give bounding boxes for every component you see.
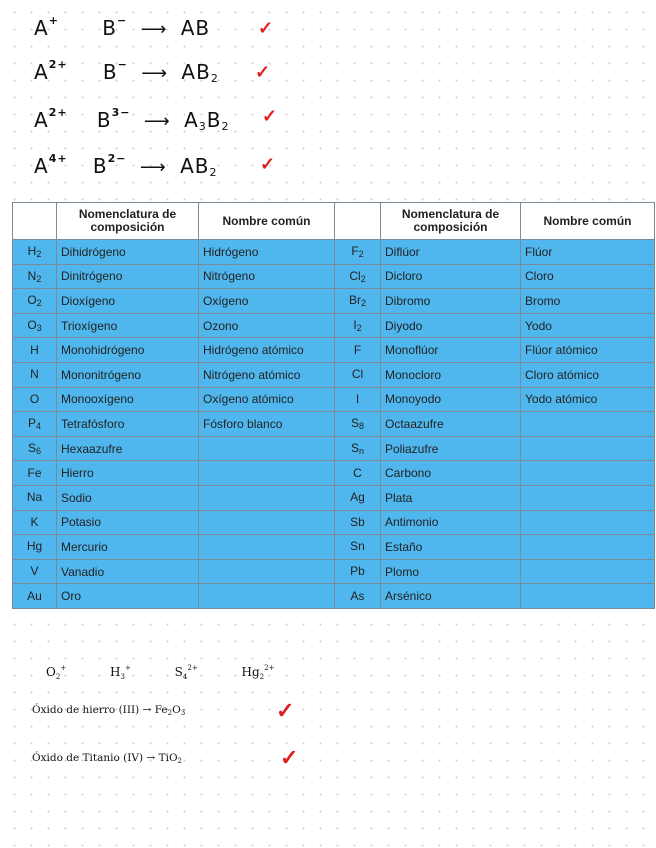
composition-name-cell: Diflúor xyxy=(381,240,521,265)
table-row xyxy=(13,264,655,289)
table-row xyxy=(13,461,655,486)
table-row xyxy=(13,338,655,363)
equation-1: A+ B− ⟶ AB xyxy=(34,14,211,40)
table-header-row xyxy=(13,203,655,240)
ion: $Hg_2^{2+}$ xyxy=(241,664,275,681)
element-symbol-cell: Fe xyxy=(13,461,57,486)
check-mark-icon: ✓ xyxy=(276,698,295,723)
composition-name-cell: Dicloro xyxy=(381,264,521,289)
element-symbol-cell: $F_2$ xyxy=(335,240,381,265)
element-symbol-cell: Hg xyxy=(13,535,57,560)
composition-name-cell: Dibromo xyxy=(381,289,521,314)
element-symbol-cell: $S_6$ xyxy=(13,436,57,461)
table-row xyxy=(13,485,655,510)
element-symbol-cell: $I_2$ xyxy=(335,313,381,338)
composition-name-cell: Dinitrógeno xyxy=(57,264,199,289)
table-row xyxy=(13,559,655,584)
equation-2: $A^{2+}$ B− ⟶ $AB_2$ xyxy=(34,58,219,85)
element-symbol-cell: $N_2$ xyxy=(13,264,57,289)
composition-name-cell: Carbono xyxy=(381,461,521,486)
equation-3: $A^{2+}$ $B^{3-}$ ⟶ $A_3B_2$ xyxy=(34,106,230,133)
common-name-cell: Yodo xyxy=(521,313,655,338)
composition-name-cell: Oro xyxy=(57,584,199,609)
composition-name-cell: Dihidrógeno xyxy=(57,240,199,265)
ion: $H_3^+$ xyxy=(110,664,131,681)
table-row xyxy=(13,412,655,437)
table-row xyxy=(13,436,655,461)
element-symbol-cell: V xyxy=(13,559,57,584)
common-name-cell: Nitrógeno xyxy=(199,264,335,289)
element-symbol-cell: F xyxy=(335,338,381,363)
table-row xyxy=(13,240,655,265)
table-body xyxy=(13,240,655,609)
composition-name-cell: Diyodo xyxy=(381,313,521,338)
common-name-cell: Bromo xyxy=(521,289,655,314)
composition-name-cell: Estaño xyxy=(381,535,521,560)
element-symbol-cell: $H_2$ xyxy=(13,240,57,265)
element-symbol-cell: N xyxy=(13,362,57,387)
header-symbol xyxy=(335,203,381,240)
check-mark-icon: ✓ xyxy=(255,62,271,82)
composition-name-cell: Sodio xyxy=(57,485,199,510)
element-symbol-cell: C xyxy=(335,461,381,486)
common-name-cell: Hidrógeno xyxy=(199,240,335,265)
composition-name-cell: Poliazufre xyxy=(381,436,521,461)
element-symbol-cell: Na xyxy=(13,485,57,510)
header-common-name: Nombre común xyxy=(199,203,335,240)
common-name-cell xyxy=(199,584,335,609)
composition-name-cell: Plomo xyxy=(381,559,521,584)
element-symbol-cell: $Br_2$ xyxy=(335,289,381,314)
ion: $S_4^{2+}$ xyxy=(174,664,198,681)
common-name-cell: Cloro xyxy=(521,264,655,289)
element-symbol-cell: H xyxy=(13,338,57,363)
common-name-cell xyxy=(521,535,655,560)
common-name-cell xyxy=(199,510,335,535)
table-row xyxy=(13,387,655,412)
composition-name-cell: Mononitrógeno xyxy=(57,362,199,387)
common-name-cell xyxy=(199,461,335,486)
table-row xyxy=(13,510,655,535)
common-name-cell: Oxígeno atómico xyxy=(199,387,335,412)
check-mark-icon: ✓ xyxy=(262,106,278,126)
element-symbol-cell: Au xyxy=(13,584,57,609)
header-common-name: Nombre común xyxy=(521,203,655,240)
header-composition-name: Nomenclatura de composición xyxy=(381,203,521,240)
common-name-cell: Cloro atómico xyxy=(521,362,655,387)
common-name-cell xyxy=(521,436,655,461)
check-mark-icon: ✓ xyxy=(280,745,299,770)
composition-name-cell: Monoflúor xyxy=(381,338,521,363)
element-symbol-cell: $P_4$ xyxy=(13,412,57,437)
composition-name-cell: Trioxígeno xyxy=(57,313,199,338)
common-name-cell: Flúor atómico xyxy=(521,338,655,363)
element-symbol-cell: Sn xyxy=(335,535,381,560)
check-mark-icon: ✓ xyxy=(260,154,276,174)
ion: $O_2^+$ xyxy=(46,664,67,681)
composition-name-cell: Monoyodo xyxy=(381,387,521,412)
composition-name-cell: Dioxígeno xyxy=(57,289,199,314)
element-symbol-cell: Cl xyxy=(335,362,381,387)
element-symbol-cell: Sb xyxy=(335,510,381,535)
element-symbol-cell: $S_n$ xyxy=(335,436,381,461)
common-name-cell: Nitrógeno atómico xyxy=(199,362,335,387)
composition-name-cell: Monocloro xyxy=(381,362,521,387)
common-name-cell xyxy=(521,461,655,486)
common-name-cell xyxy=(521,584,655,609)
common-name-cell: Flúor xyxy=(521,240,655,265)
nomenclature-table xyxy=(12,202,655,609)
common-name-cell xyxy=(199,436,335,461)
element-symbol-cell: I xyxy=(335,387,381,412)
check-mark-icon: ✓ xyxy=(258,18,274,38)
table-row xyxy=(13,584,655,609)
common-name-cell xyxy=(521,510,655,535)
note-iron-oxide: Óxido de hierro $(III) \to Fe_2O_3$ xyxy=(32,704,186,717)
header-symbol xyxy=(13,203,57,240)
common-name-cell xyxy=(199,535,335,560)
common-name-cell xyxy=(521,412,655,437)
composition-name-cell: Mercurio xyxy=(57,535,199,560)
element-symbol-cell: Ag xyxy=(335,485,381,510)
element-symbol-cell: $Cl_2$ xyxy=(335,264,381,289)
table-row xyxy=(13,313,655,338)
composition-name-cell: Antimonio xyxy=(381,510,521,535)
common-name-cell: Ozono xyxy=(199,313,335,338)
common-name-cell: Oxígeno xyxy=(199,289,335,314)
composition-name-cell: Hexaazufre xyxy=(57,436,199,461)
composition-name-cell: Octaazufre xyxy=(381,412,521,437)
element-symbol-cell: Pb xyxy=(335,559,381,584)
common-name-cell xyxy=(521,485,655,510)
common-name-cell xyxy=(521,559,655,584)
element-symbol-cell: As xyxy=(335,584,381,609)
common-name-cell xyxy=(199,485,335,510)
composition-name-cell: Vanadio xyxy=(57,559,199,584)
header-composition-name: Nomenclatura de composición xyxy=(57,203,199,240)
composition-name-cell: Potasio xyxy=(57,510,199,535)
equation-4: $A^{4+}$ $B^{2-}$ ⟶ $AB_2$ xyxy=(34,152,218,179)
composition-name-cell: Monooxígeno xyxy=(57,387,199,412)
element-symbol-cell: $O_3$ xyxy=(13,313,57,338)
composition-name-cell: Arsénico xyxy=(381,584,521,609)
common-name-cell: Yodo atómico xyxy=(521,387,655,412)
ions-line xyxy=(46,664,274,681)
composition-name-cell: Hierro xyxy=(57,461,199,486)
common-name-cell xyxy=(199,559,335,584)
composition-name-cell: Monohidrógeno xyxy=(57,338,199,363)
note-titanium-oxide: Óxido de Titanio (IV) → TiO$_2$ xyxy=(32,752,183,765)
element-symbol-cell: K xyxy=(13,510,57,535)
element-symbol-cell: $S_8$ xyxy=(335,412,381,437)
element-symbol-cell: O xyxy=(13,387,57,412)
composition-name-cell: Plata xyxy=(381,485,521,510)
table-row xyxy=(13,289,655,314)
common-name-cell: Fósforo blanco xyxy=(199,412,335,437)
common-name-cell: Hidrógeno atómico xyxy=(199,338,335,363)
table-row xyxy=(13,535,655,560)
element-symbol-cell: $O_2$ xyxy=(13,289,57,314)
table-row xyxy=(13,362,655,387)
composition-name-cell: Tetrafósforo xyxy=(57,412,199,437)
